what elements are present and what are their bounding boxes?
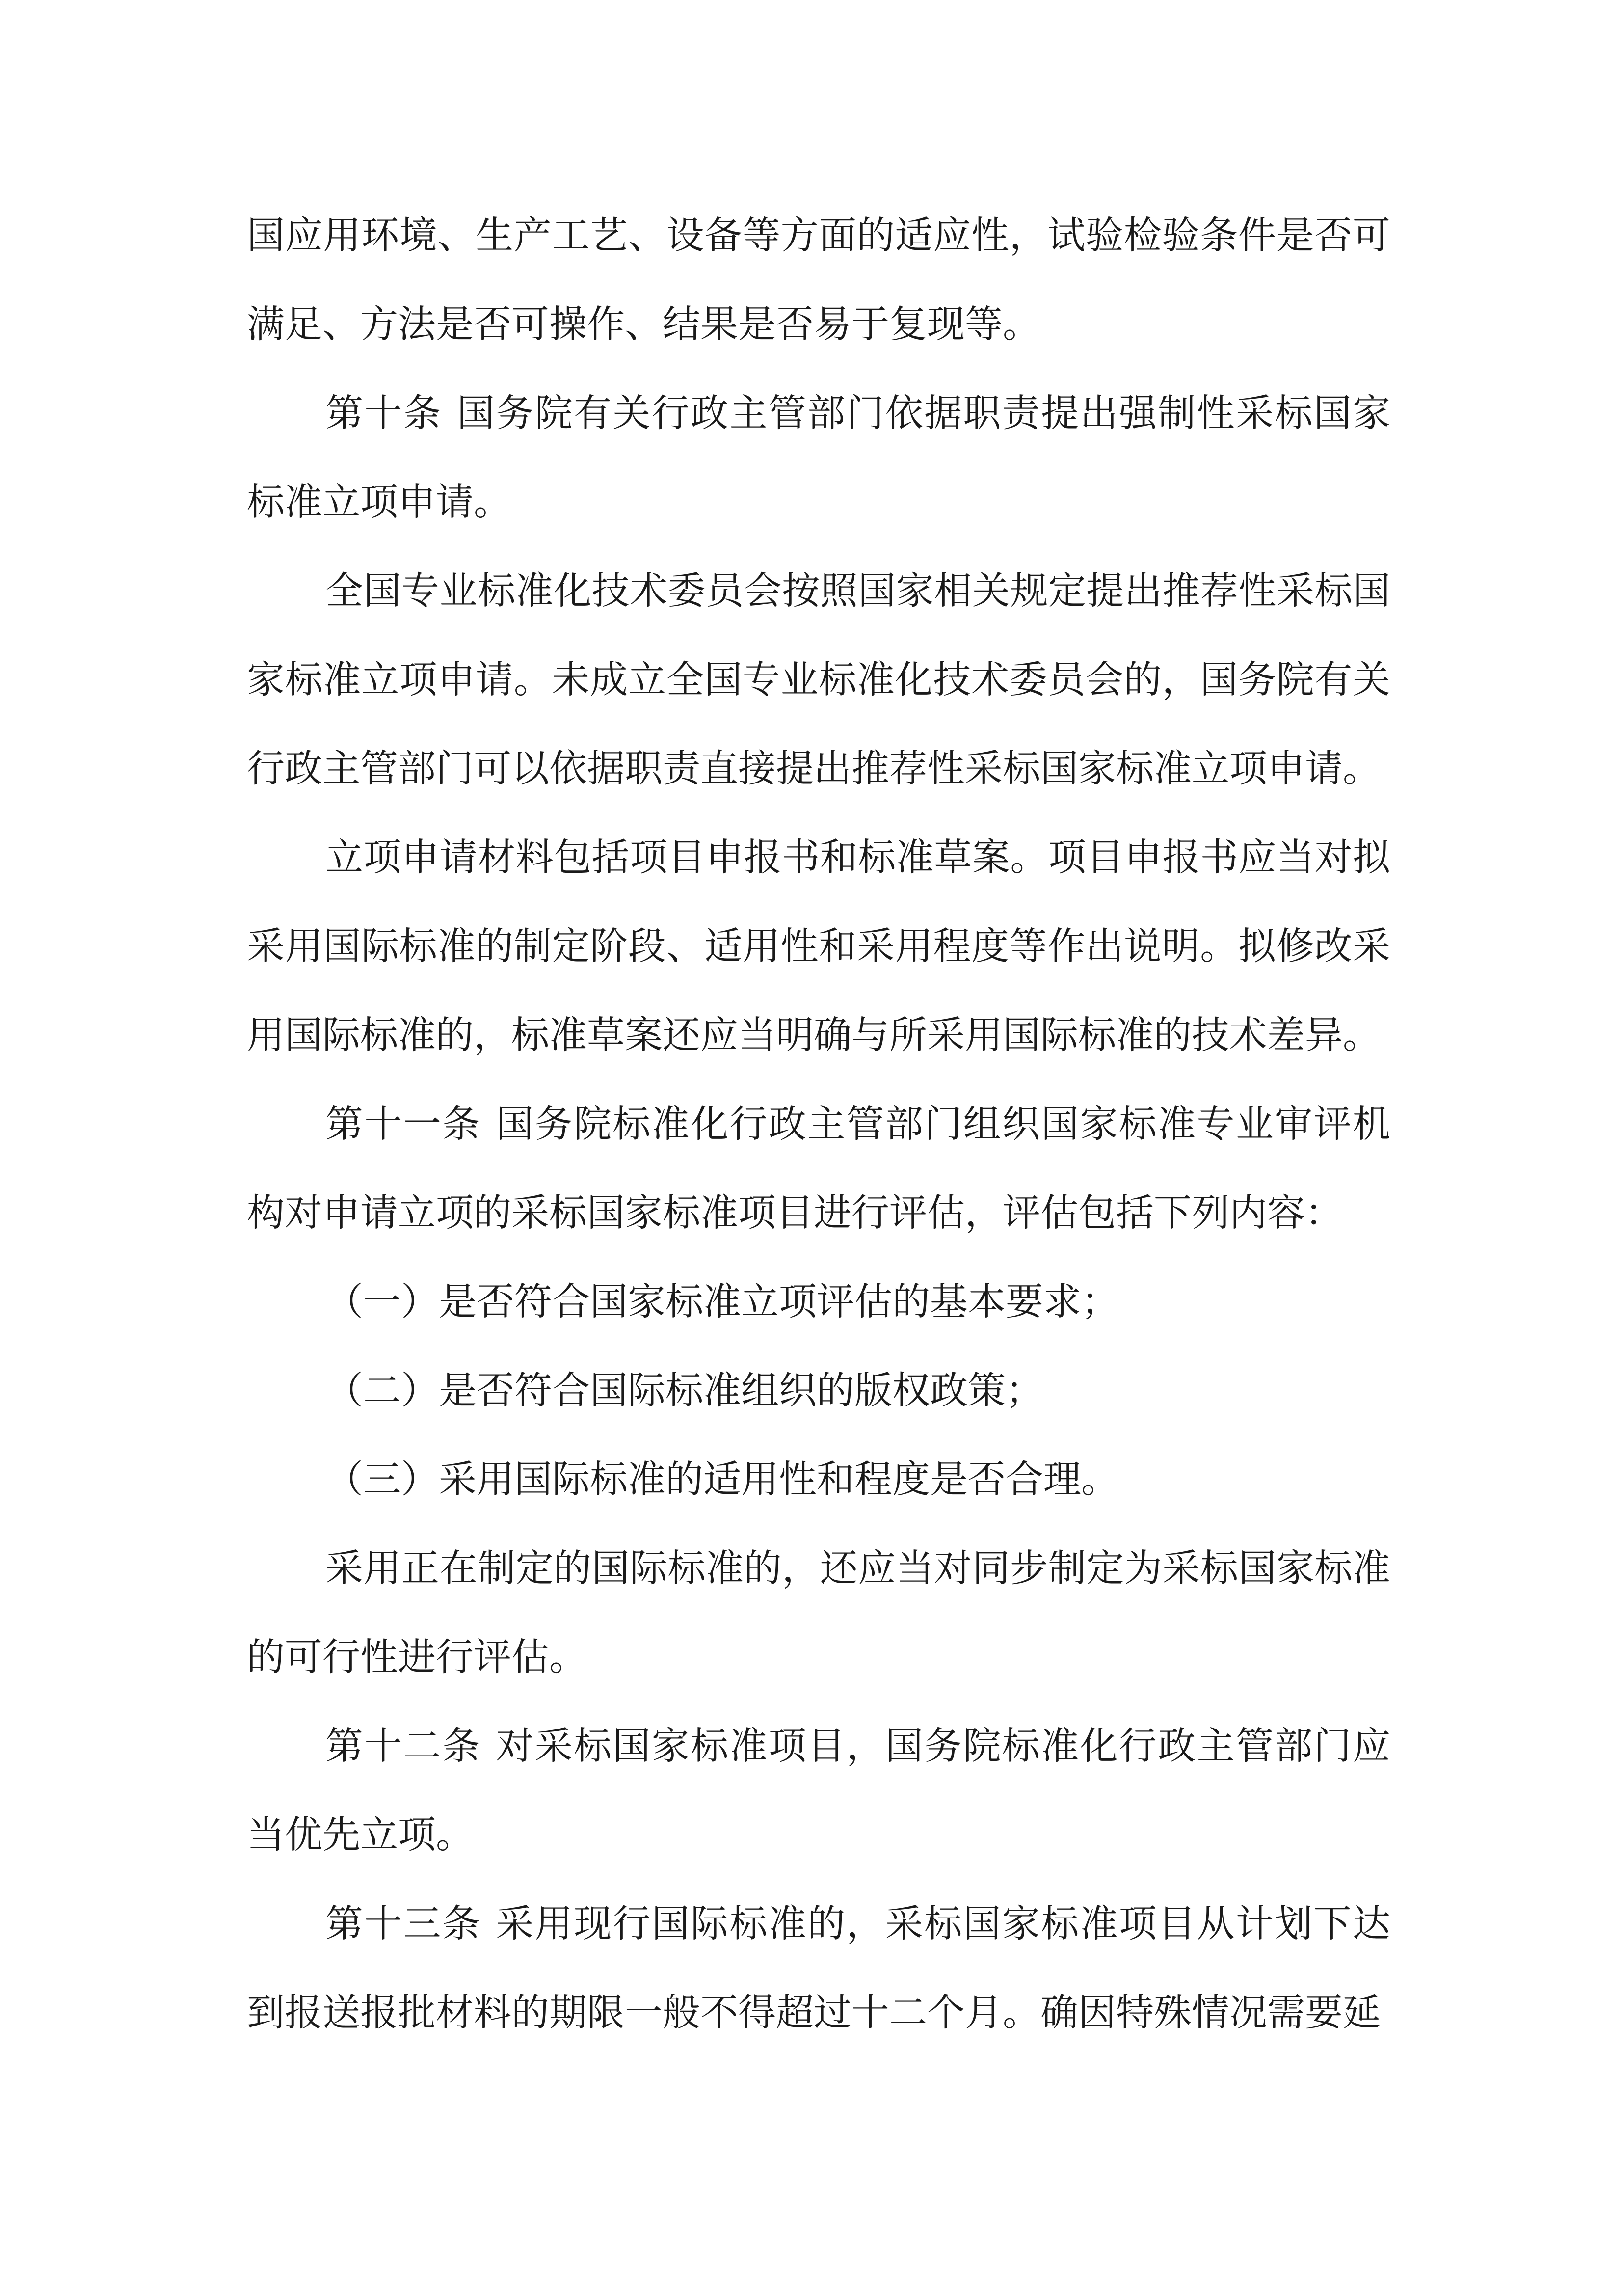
article-text: 对采标国家标准项目，国务院标准化行政主管部门应当优先立项。 bbox=[247, 1725, 1391, 1857]
list-item bbox=[247, 1347, 1390, 1435]
article-number: 第十一条 bbox=[325, 1103, 481, 1146]
article-text: 国务院标准化行政主管部门组织国家标准专业审评机构对申请立项的采标国家标准项目进行评估，评估包括下列内容： bbox=[247, 1103, 1391, 1235]
article-text: 国务院有关行政主管部门依据职责提出强制性采标国家标准立项申请。 bbox=[247, 392, 1391, 524]
paragraph-text: 采用正在制定的国际标准的，还应当对同步制定为采标国家标准的可行性进行评估。 bbox=[247, 1547, 1390, 1679]
list-item-text: （三）采用国际标准的适用性和程度是否合理。 bbox=[325, 1458, 1119, 1502]
paragraph-text: 立项申请材料包括项目申报书和标准草案。项目申报书应当对拟采用国际标准的制定阶段、适用性和采用程度等作出说明。拟修改采用国际标准的，标准草案还应当明确与所采用国际标准的技术差异。 bbox=[247, 836, 1390, 1057]
paragraph-text: 国应用环境、生产工艺、设备等方面的适应性，试验检验条件是否可满足、方法是否可操作、结果是否易于复现等。 bbox=[247, 214, 1390, 347]
article-number: 第十条 bbox=[325, 392, 443, 435]
article-10 bbox=[247, 369, 1390, 547]
article-text: 采用现行国际标准的，采标国家标准项目从计划下达到报送报批材料的期限一般不得超过十二个月。确因特殊情况需要延 bbox=[247, 1902, 1391, 2035]
paragraph-text: 全国专业标准化技术委员会按照国家相关规定提出推荐性采标国家标准立项申请。未成立全国专业标准化技术委员会的，国务院有关行政主管部门可以依据职责直接提出推荐性采标国家标准立项申请。 bbox=[247, 569, 1390, 791]
article-number: 第十二条 bbox=[325, 1725, 481, 1768]
paragraph bbox=[247, 547, 1390, 813]
article-11 bbox=[247, 1080, 1390, 1258]
list-item bbox=[247, 1258, 1390, 1347]
paragraph-continuation bbox=[247, 191, 1390, 369]
document-body bbox=[247, 191, 1390, 2057]
article-13 bbox=[247, 1880, 1390, 2057]
paragraph bbox=[247, 1524, 1390, 1702]
list-item-text: （一）是否符合国家标准立项评估的基本要求； bbox=[325, 1280, 1119, 1324]
article-12 bbox=[247, 1702, 1390, 1880]
article-number: 第十三条 bbox=[325, 1902, 481, 1946]
list-item-text: （二）是否符合国际标准组织的版权政策； bbox=[325, 1369, 1043, 1413]
paragraph bbox=[247, 813, 1390, 1080]
list-item bbox=[247, 1435, 1390, 1524]
